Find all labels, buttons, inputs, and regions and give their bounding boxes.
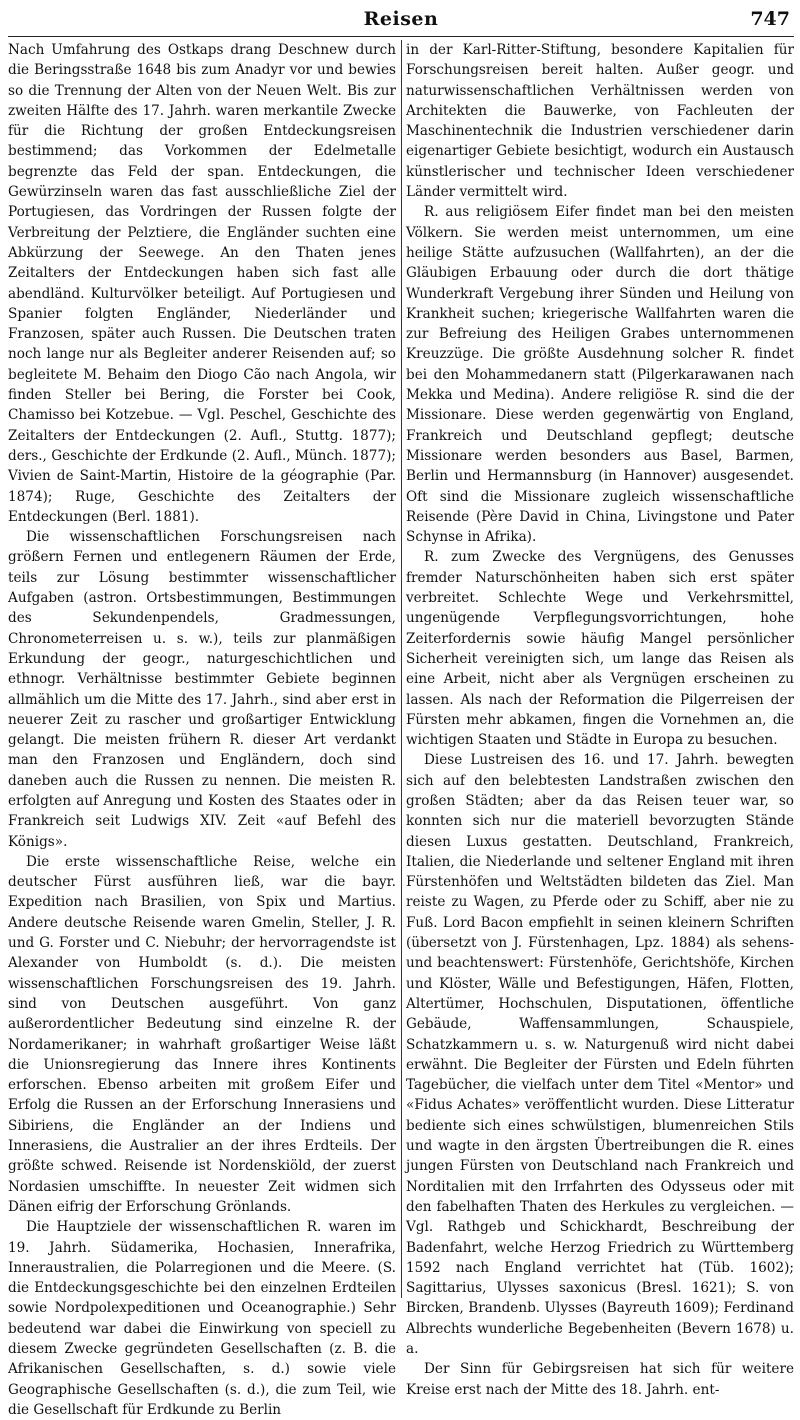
left-column [8, 40, 396, 1418]
two-column-body [8, 40, 794, 1418]
right-column [406, 40, 794, 1398]
paragraph: in der Karl-Ritter-Stiftung, besondere Kapitalien für Forschungsreisen bereit halten. Außer geogr. und naturwissenschaftlichen Verhältnissen werden von Architekten die Bauwerke, von Fachleuten der Maschinentechnik die Industrien verschiedener darin eigenartiger Gebiete besichtigt, wodurch ein Austausch künstlerischer und technischer Ideen verschiedener Länder vermittelt wird. [406, 42, 794, 201]
page-header [8, 0, 794, 40]
page-number: 747 [750, 8, 790, 30]
paragraph: R. zum Zwecke des Vergnügens, des Genusses fremder Naturschönheiten haben sich erst später verbreitet. Schlechte Wege und Verkehrsmittel, ungenügende Verpflegungsvorrichtungen, hohe Zeiterfordernis sowie häufig Mangel persönlicher Sicherheit vereinigten sich, um lange das Reisen als eine Arbeit, nicht aber als Vergnügen erscheinen zu lassen. Als nach der Reformation die Pilgerreisen der Fürsten mehr abkamen, fingen die Vornehmen an, die wichtigen Staaten und Städte in Europa zu besuchen. [406, 549, 794, 749]
column-divider [401, 40, 402, 1298]
paragraph: Die wissenschaftlichen Forschungsreisen nach größern Fernen und entlegenern Räumen der Erde, teils zur Lösung bestimmter wissenschaftlicher Aufgaben (astron. Ortsbestimmungen, Bestimmungen des Sekundenpendels, Gradmessungen, Chronometerreisen u. s. w.), teils zur planmäßigen Erkundung der geogr., naturgeschichtlichen und ethnogr. Verhältnisse bestimmter Gebiete beginnen allmählich um die Mitte des 17. Jahrh., sind aber erst in neuerer Zeit zu rascher und großartiger Entwicklung gelangt. Die meisten frühern R. dieser Art verdankt man den Franzosen und Engländern, doch sind daneben auch die Russen zu nennen. Die meisten R. erfolgten auf Anregung und Kosten des Staates oder in Frankreich seit Ludwigs XIV. Zeit «auf Befehl des Königs». [8, 529, 396, 850]
paragraph: Nach Umfahrung des Ostkaps drang Deschnew durch die Beringsstraße 1648 bis zum Anadyr vor und bewies so die Trennung der Alten von der Neuen Welt. Bis zur zweiten Hälfte des 17. Jahrh. waren merkantile Zwecke für die Richtung der großen Entdeckungsreisen bestimmend; das Vorkommen der Edelmetalle begrenzte das Feld der span. Entdeckungen, die Gewürzinseln waren das fast ausschließliche Ziel der Portugiesen, das Vordringen der Russen folgte der Verbreitung der Pelztiere, die Engländer suchten eine Abkürzung der Seewege. An den Thaten jenes Zeitalters der Entdeckungen haben sich fast alle abendländ. Kulturvölker beteiligt. Auf Portugiesen und Spanier folgten Engländer, Niederländer und Franzosen, später auch Russen. Die Deutschen traten noch lange nur als Begleiter anderer Reisenden auf; so begleitete M. Behaim den Diogo Cão nach Angola, wir finden Steller bei Bering, die Forster bei Cook, Chamisso bei Kotzebue. — Vgl. Peschel, Geschichte des Zeitalters der Entdeckungen (2. Aufl., Stuttg. 1877); ders., Geschichte der Erdkunde (2. Aufl., Münch. 1877); Vivien de Saint-Martin, Histoire de la géographie (Par. 1874); Ruge, Geschichte des Zeitalters der Entdeckungen (Berl. 1881). [8, 42, 396, 525]
header-rule [8, 36, 794, 37]
paragraph: Der Sinn für Gebirgsreisen hat sich für weitere Kreise erst nach der Mitte des 18. Jahrh. ent- [406, 1361, 794, 1398]
page-title: Reisen [363, 8, 439, 30]
paragraph: Diese Lustreisen des 16. und 17. Jahrh. bewegten sich auf den belebtesten Landstraßen zwischen den großen Städten; aber da das Reisen teuer war, so konnten sich nur die materiell bevorzugten Stände diesen Luxus gestatten. Deutschland, Frankreich, Italien, die Niederlande und seltener England mit ihren Fürstenhöfen und Weltstädten bildeten das Ziel. Man reiste zu Wagen, zu Pferde oder zu Schiff, aber nie zu Fuß. Lord Bacon empfiehlt in seinen kleinern Schriften (übersetzt von J. Fürstenhagen, Lpz. 1884) als sehens- und beachtenswert: Fürstenhöfe, Gerichtshöfe, Kirchen und Klöster, Wälle und Befestigungen, Häfen, Flotten, Altertümer, Hochschulen, Disputationen, öffentliche Gebäude, Waffensammlungen, Schauspiele, Schatzkammern u. s. w. Naturgenuß wird nicht dabei erwähnt. Die Begleiter der Fürsten und Edeln führten Tagebücher, die vielfach unter dem Titel «Mentor» und «Fidus Achates» veröffentlicht wurden. Diese Litteratur bediente sich eines schwülstigen, blumenreichen Stils und wagte in den ärgsten Übertreibungen die R. eines jungen Fürsten von Deutschland nach Frankreich und Norditalien mit den Irrfahrten des Odysseus oder mit den fabelhaften Thaten des Herkules zu vergleichen. — Vgl. Rathgeb und Schickhardt, Beschreibung der Badenfahrt, welche Herzog Friedrich zu Württemberg 1592 nach England verrichtet hat (Tüb. 1602); Sagittarius, Ulysses saxonicus (Bresl. 1621); S. von Bircken, Brandenb. Ulysses (Bayreuth 1609); Ferdinand Albrechts wunderliche Begebenheiten (Bevern 1678) u. a. [406, 752, 794, 1357]
paragraph: R. aus religiösem Eifer findet man bei den meisten Völkern. Sie werden meist unternommen, um eine heilige Stätte aufzusuchen (Wallfahrten), an der die Gläubigen Erbauung oder durch die dort thätige Wunderkraft Vergebung ihrer Sünden und Heilung von Krankheit suchen; kriegerische Wallfahrten waren die zur Befreiung des Heiligen Grabes unternommenen Kreuzzüge. Die größte Ausdehnung solcher R. findet bei den Mohammedanern statt (Pilgerkarawanen nach Mekka und Medina). Andere religiöse R. sind die der Missionare. Diese werden gegenwärtig von England, Frankreich und Deutschland gepflegt; deutsche Missionare werden besonders aus Basel, Barmen, Berlin und Hermannsburg (in Hannover) ausgesendet. Oft sind die Missionare zugleich wissenschaftliche Reisende (Père David in China, Livingstone und Pater Schynse in Afrika). [406, 204, 794, 546]
paragraph: Die erste wissenschaftliche Reise, welche ein deutscher Fürst ausführen ließ, war die bayr. Expedition nach Brasilien, von Spix und Martius. Andere deutsche Reisende waren Gmelin, Steller, J. R. und G. Forster und C. Niebuhr; der hervorragendste ist Alexander von Humboldt (s. d.). Die meisten wissenschaftlichen Forschungsreisen des 19. Jahrh. sind von Deutschen ausgeführt. Von ganz außerordentlicher Bedeutung sind einzelne R. der Nordamerikaner; in wahrhaft großartiger Weise läßt die Unionsregierung das Innere ihres Kontinents erforschen. Ebenso arbeiten mit großem Eifer und Erfolg die Russen an der Erforschung Innerasiens und Sibiriens, die Engländer an der Indiens und Innerasiens, die Australier an der ihres Erdteils. Der größte schwed. Reisende ist Nordenskiöld, der zuerst Nordasien umschiffte. In neuester Zeit widmen sich Dänen eifrig der Erforschung Grönlands. [8, 853, 396, 1215]
paragraph: Die Hauptziele der wissenschaftlichen R. waren im 19. Jahrh. Südamerika, Hochasien, Innerafrika, Inneraustralien, die Polarregionen und die Meere. (S. die Entdeckungsgeschichte bei den einzelnen Erdteilen sowie Nordpolexpeditionen und Oceanographie.) Sehr bedeutend war dabei die Einwirkung von speciell zu diesem Zwecke gegründeten Gesellschaften (z. B. die Afrikanischen Gesellschaften, s. d.) sowie viele Geographische Gesellschaften (s. d.), die zum Teil, wie die Gesellschaft für Erdkunde zu Berlin [8, 1219, 396, 1418]
